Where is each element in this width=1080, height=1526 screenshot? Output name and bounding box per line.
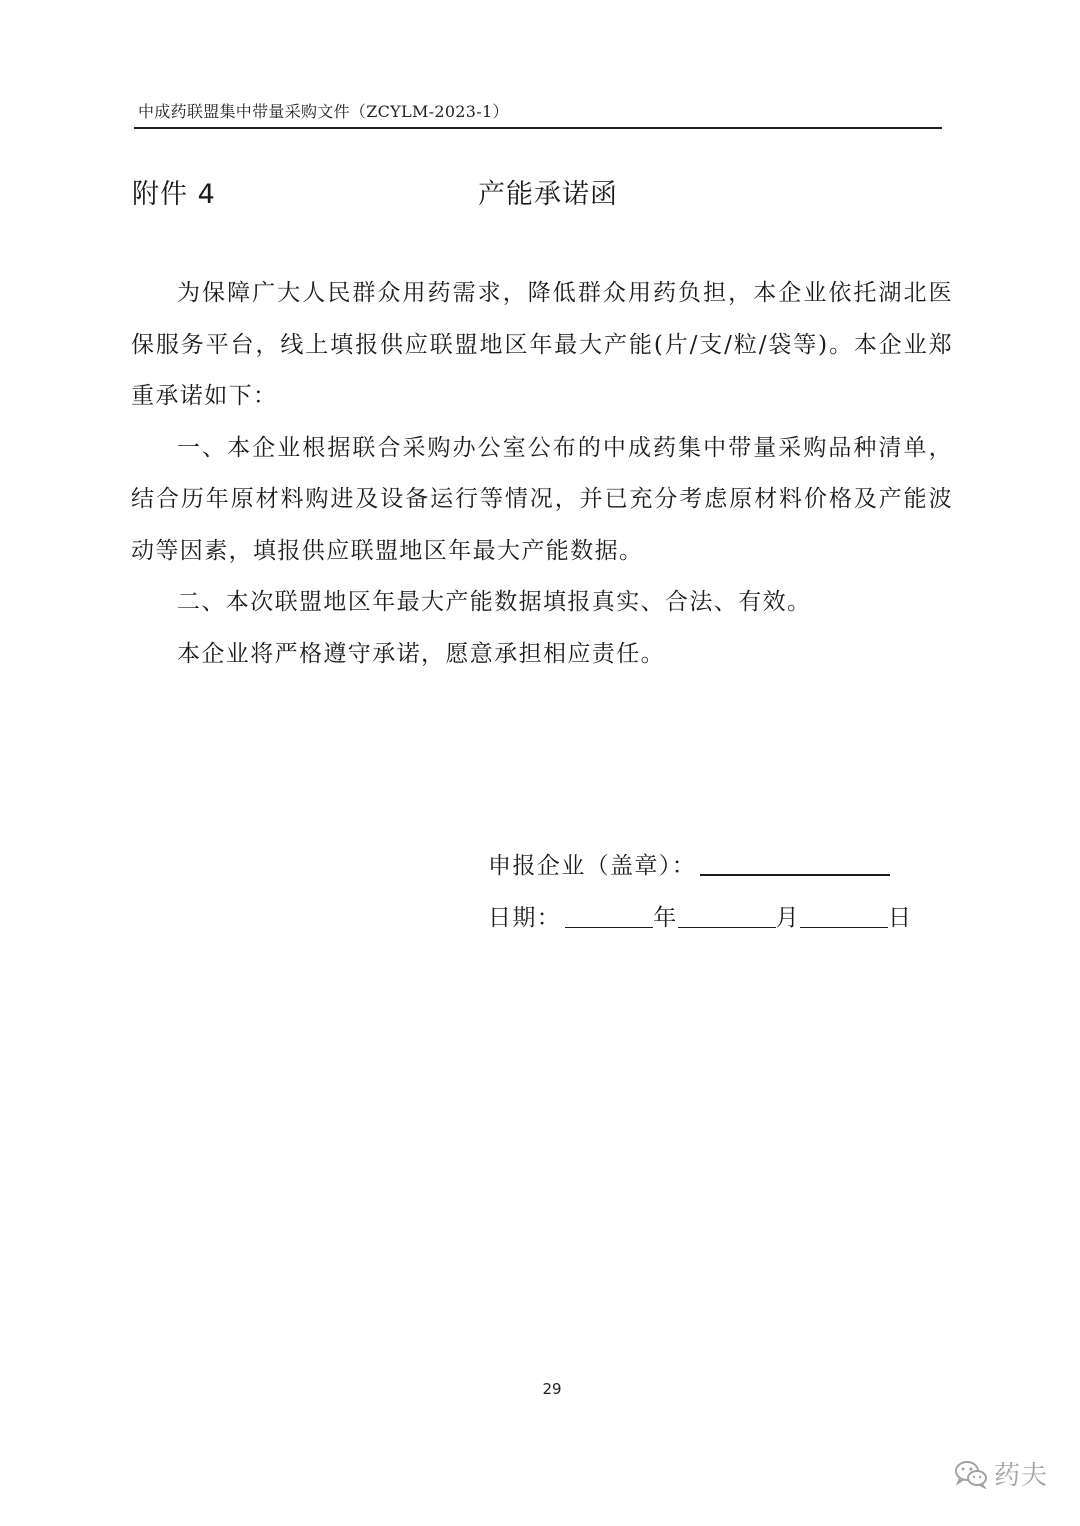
letter-body [131,268,953,680]
month-blank [678,903,776,928]
paragraph-closing: 本企业将严格遵守承诺，愿意承担相应责任。 [177,640,665,667]
company-seal-blank [700,850,890,876]
running-header: 中成药联盟集中带量采购文件（ZCYLM-2023-1） [138,102,509,121]
company-seal-row [488,828,912,880]
day-label: 日 [888,905,913,931]
date-label: 日期： [488,905,562,931]
signature-block [488,828,912,932]
year-blank [565,903,653,928]
date-row [488,880,912,932]
watermark-text: 药夫 [994,1461,1049,1491]
paragraph-commitment-1: 一、本企业根据联合采购办公室公布的中成药集中带量采购品种清单，结合历年原材料购进及设备运行等情况，并已充分考虑原材料价格及产能波动等因素，填报供应联盟地区年最大产能数据。 [131,434,953,564]
company-seal-label: 申报企业（盖章）： [488,853,697,879]
month-label: 月 [775,905,801,931]
day-blank [800,903,888,928]
paragraph-commitment-2: 二、本次联盟地区年最大产能数据填报真实、合法、有效。 [177,589,812,615]
header-divider [134,127,942,129]
watermark [954,1455,1048,1492]
paragraph-intro: 为保障广大人民群众用药需求，降低群众用药负担，本企业依托湖北医保服务平台，线上填报供应联盟地区年最大产能(片/支/粒/袋等)。本企业郑重承诺如下： [131,280,953,409]
year-label: 年 [653,905,678,931]
wechat-icon [954,1459,988,1489]
document-title: 产能承诺函 [478,179,618,210]
attachment-label: 附件 4 [132,179,216,210]
page-number: 29 [542,1380,562,1398]
